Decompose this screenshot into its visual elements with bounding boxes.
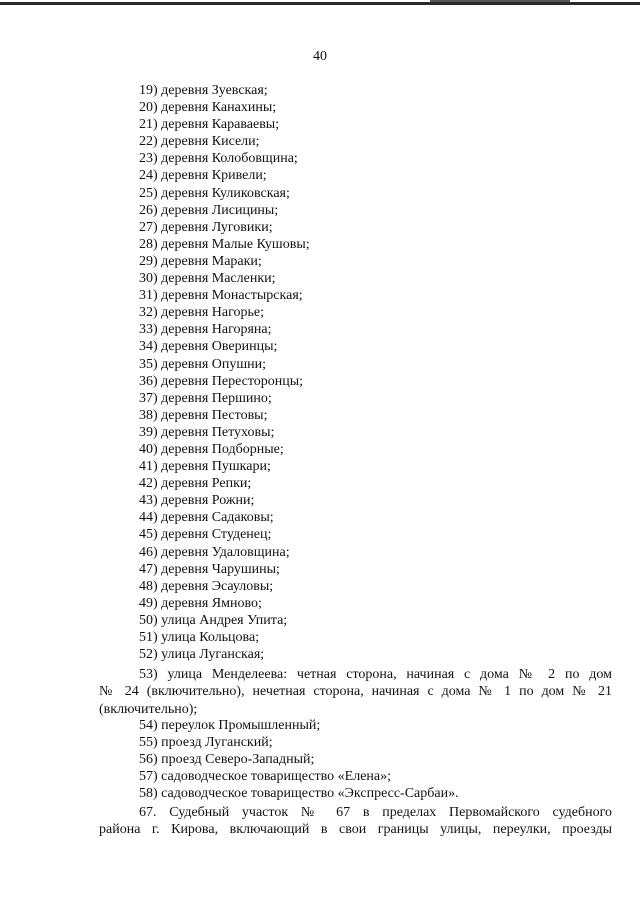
address-list-part-1 bbox=[139, 82, 579, 663]
section-67-line-1: 67. Судебный участок № 67 в пределах Первомайского судебного bbox=[139, 805, 612, 820]
page-number: 40 bbox=[313, 49, 327, 64]
list-item: 56) проезд Северо-Западный; bbox=[139, 752, 315, 768]
list-item: 24) деревня Кривели; bbox=[139, 168, 267, 184]
list-item: 45) деревня Студенец; bbox=[139, 527, 272, 543]
list-item: 28) деревня Малые Кушовы; bbox=[139, 236, 310, 252]
list-item: 22) деревня Кисели; bbox=[139, 134, 260, 150]
item-53-line-3: (включительно); bbox=[99, 701, 198, 717]
list-item: 40) деревня Подборные; bbox=[139, 441, 284, 457]
list-item: 31) деревня Монастырская; bbox=[139, 288, 303, 304]
list-item: 46) деревня Удаловщина; bbox=[139, 544, 290, 560]
list-item: 41) деревня Пушкари; bbox=[139, 459, 271, 475]
list-item: 20) деревня Канахины; bbox=[139, 100, 277, 116]
list-item: 33) деревня Нагоряна; bbox=[139, 322, 272, 338]
list-item: 34) деревня Оверинцы; bbox=[139, 339, 278, 355]
list-item: 57) садоводческое товарищество «Елена»; bbox=[139, 769, 392, 785]
address-list-part-2 bbox=[139, 717, 579, 802]
list-item: 32) деревня Нагорье; bbox=[139, 305, 264, 321]
list-item: 21) деревня Караваевы; bbox=[139, 117, 280, 133]
list-item: 52) улица Луганская; bbox=[139, 647, 265, 663]
list-item: 29) деревня Мараки; bbox=[139, 253, 262, 269]
list-item: 48) деревня Эсауловы; bbox=[139, 578, 274, 594]
list-item: 35) деревня Опушни; bbox=[139, 356, 267, 372]
list-item: 58) садоводческое товарищество «Экспресс-Сарбаи». bbox=[139, 786, 459, 802]
list-item: 55) проезд Луганский; bbox=[139, 735, 273, 751]
top-border-rule bbox=[0, 2, 640, 5]
section-67-paragraph bbox=[99, 804, 612, 839]
list-item: 27) деревня Луговики; bbox=[139, 219, 273, 235]
list-item: 50) улица Андрея Упита; bbox=[139, 612, 288, 628]
list-item: 51) улица Кольцова; bbox=[139, 630, 260, 645]
list-item: 25) деревня Куликовская; bbox=[139, 185, 290, 201]
item-53-line-1: 53) улица Менделеева: четная сторона, начиная с дома № 2 по дом bbox=[139, 667, 612, 682]
list-item: 54) переулок Промышленный; bbox=[139, 718, 321, 733]
list-item: 26) деревня Лисицины; bbox=[139, 202, 279, 218]
list-item: 37) деревня Першино; bbox=[139, 390, 272, 406]
list-item: 19) деревня Зуевская; bbox=[139, 83, 268, 98]
item-53-line-2: № 24 (включительно), нечетная сторона, начиная с дома № 1 по дом № 21 bbox=[99, 684, 612, 700]
list-item: 44) деревня Садаковы; bbox=[139, 510, 274, 526]
list-item: 43) деревня Рожни; bbox=[139, 493, 255, 509]
list-item: 39) деревня Петуховы; bbox=[139, 424, 275, 440]
list-item-53 bbox=[99, 666, 612, 718]
list-item: 49) деревня Ямново; bbox=[139, 595, 262, 611]
section-67-line-2: района г. Кирова, включающий в свои границы улицы, переулки, проезды bbox=[99, 822, 612, 838]
top-border-notch bbox=[430, 0, 570, 2]
list-item: 42) деревня Репки; bbox=[139, 476, 252, 492]
list-item: 38) деревня Пестовы; bbox=[139, 407, 268, 423]
list-item: 47) деревня Чарушины; bbox=[139, 561, 280, 577]
list-item: 30) деревня Масленки; bbox=[139, 271, 276, 287]
list-item: 36) деревня Пересторонцы; bbox=[139, 373, 304, 389]
list-item: 23) деревня Колобовщина; bbox=[139, 151, 298, 167]
